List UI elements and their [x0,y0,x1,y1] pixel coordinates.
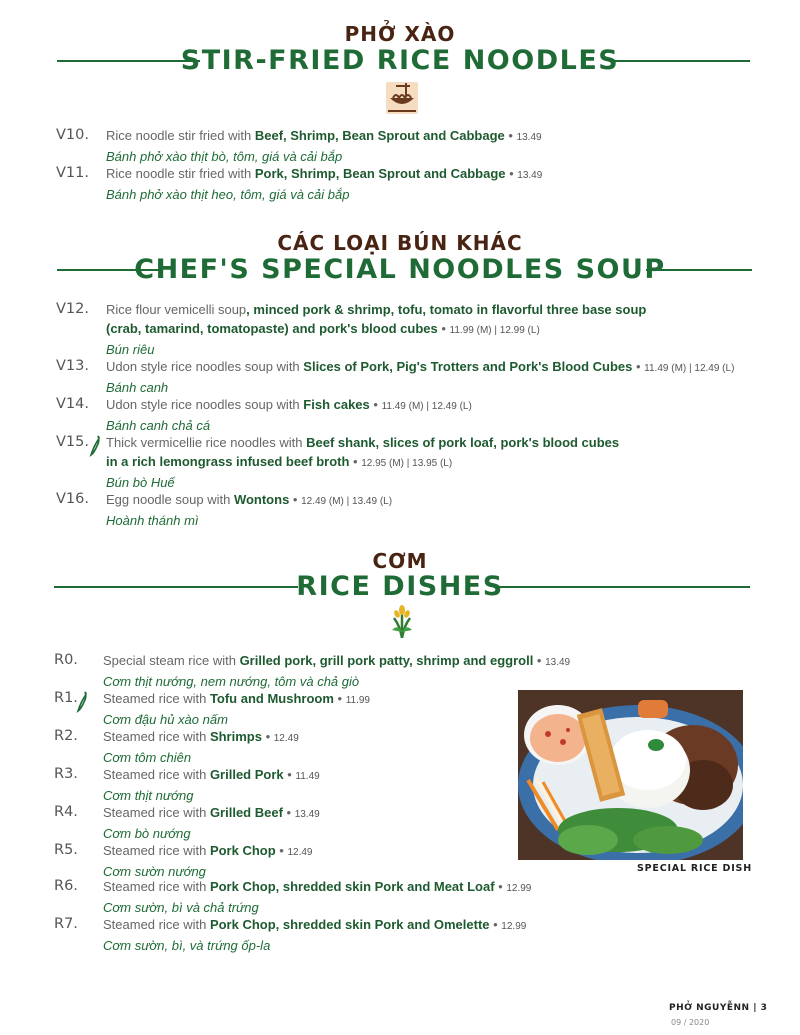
section-title-chef: CHEF'S SPECIAL NOODLES SOUP [134,254,666,285]
footer-date: 09 / 2020 [671,1018,710,1027]
rice-plant-icon [388,604,416,643]
item-description: Egg noodle soup with Wontons • 12.49 (M) | 13.49 (L) [106,492,393,507]
item-description: Steamed rice with Tofu and Mushroom • 11.99 [103,691,370,706]
item-description: Steamed rice with Pork Chop, shredded skin Pork and Meat Loaf • 12.99 [103,879,532,894]
item-code: V12. [56,301,89,317]
item-description: Udon style rice noodles soup with Slices of Pork, Pig's Trotters and Pork's Blood Cubes • 11.49 (M) | 12.49 (L) [106,359,735,374]
item-viet-name: Cơm sườn nướng [103,864,206,879]
item-code: V14. [56,396,89,412]
item-code: R6. [54,878,78,894]
item-viet-name: Cơm bò nướng [103,826,191,841]
item-code: V15. [56,434,89,450]
item-viet-name: Cơm đậu hủ xào nấm [103,712,228,727]
item-code: R4. [54,804,78,820]
item-description: Special steam rice with Grilled pork, grill pork patty, shrimp and eggroll • 13.49 [103,653,571,668]
section-title-stirfried: STIR-FRIED RICE NOODLES [180,45,620,76]
item-code: V13. [56,358,89,374]
item-code: R3. [54,766,78,782]
item-viet-name: Bánh canh [106,380,169,395]
section-viet-title-stirfried: PHỞ XÀO [344,22,456,46]
item-viet-name: Hoành thánh mì [106,513,199,528]
photo-caption: SPECIAL RICE DISH [637,863,752,874]
item-code: R1. [54,690,78,706]
item-description: Rice noodle stir fried with Beef, Shrimp, Bean Sprout and Cabbage • 13.49 [106,128,542,143]
section-header-rice [0,570,800,604]
section-viet-title-chef: CÁC LOẠI BÚN KHÁC [277,231,523,255]
item-code: V10. [56,127,89,143]
item-viet-name: Bánh phở xào thịt bò, tôm, giá và cải bắp [106,149,343,164]
noodle-bowl-icon [384,80,420,121]
chili-pepper-icon [89,435,103,462]
item-code: V11. [56,165,89,181]
item-description: Steamed rice with Grilled Pork • 11.49 [103,767,320,782]
item-description-cont: (crab, tamarind, tomatopaste) and pork's blood cubes • 11.99 (M) | 12.99 (L) [106,321,540,336]
item-description: Udon style rice noodles soup with Fish cakes • 11.49 (M) | 12.49 (L) [106,397,472,412]
item-viet-name: Bánh phở xào thịt heo, tôm, giá và cải bắp [106,187,350,202]
item-code: R7. [54,916,78,932]
item-viet-name: Bánh canh chả cá [106,418,211,433]
item-description: Steamed rice with Grilled Beef • 13.49 [103,805,320,820]
item-code: V16. [56,491,89,507]
item-viet-name: Cơm thịt nướng [103,788,194,803]
special-rice-dish-photo [518,690,743,860]
section-viet-title-rice: CƠM [372,549,428,573]
item-description: Rice flour vemicelli soup, minced pork & shrimp, tofu, tomato in flavorful three base soup [106,302,647,317]
chili-pepper-icon [76,691,90,718]
item-code: R2. [54,728,78,744]
item-description: Thick vermicellie rice noodles with Beef shank, slices of pork loaf, pork's blood cubes [106,435,620,450]
item-viet-name: Cơm tôm chiên [103,750,192,765]
section-header-chef [0,253,800,287]
item-viet-name: Cơm sườn, bì, và trứng ốp-la [103,938,271,953]
item-description-cont: in a rich lemongrass infused beef broth • 12.95 (M) | 13.95 (L) [106,454,453,469]
item-viet-name: Cơm sườn, bì và chả trứng [103,900,259,915]
item-description: Steamed rice with Pork Chop • 12.49 [103,843,313,858]
item-viet-name: Cơm thịt nướng, nem nướng, tôm và chả giò [103,674,360,689]
item-code: R0. [54,652,78,668]
section-title-rice: RICE DISHES [296,571,504,602]
item-description: Rice noodle stir fried with Pork, Shrimp, Bean Sprout and Cabbage • 13.49 [106,166,543,181]
item-code: R5. [54,842,78,858]
footer-brand: PHỞ NGUYỄNN | 3 [669,1003,768,1013]
item-description: Steamed rice with Shrimps • 12.49 [103,729,299,744]
item-viet-name: Bún riêu [106,342,155,357]
section-header-stirfried [0,44,800,78]
item-viet-name: Bún bò Huế [106,475,175,490]
item-description: Steamed rice with Pork Chop, shredded skin Pork and Omelette • 12.99 [103,917,527,932]
